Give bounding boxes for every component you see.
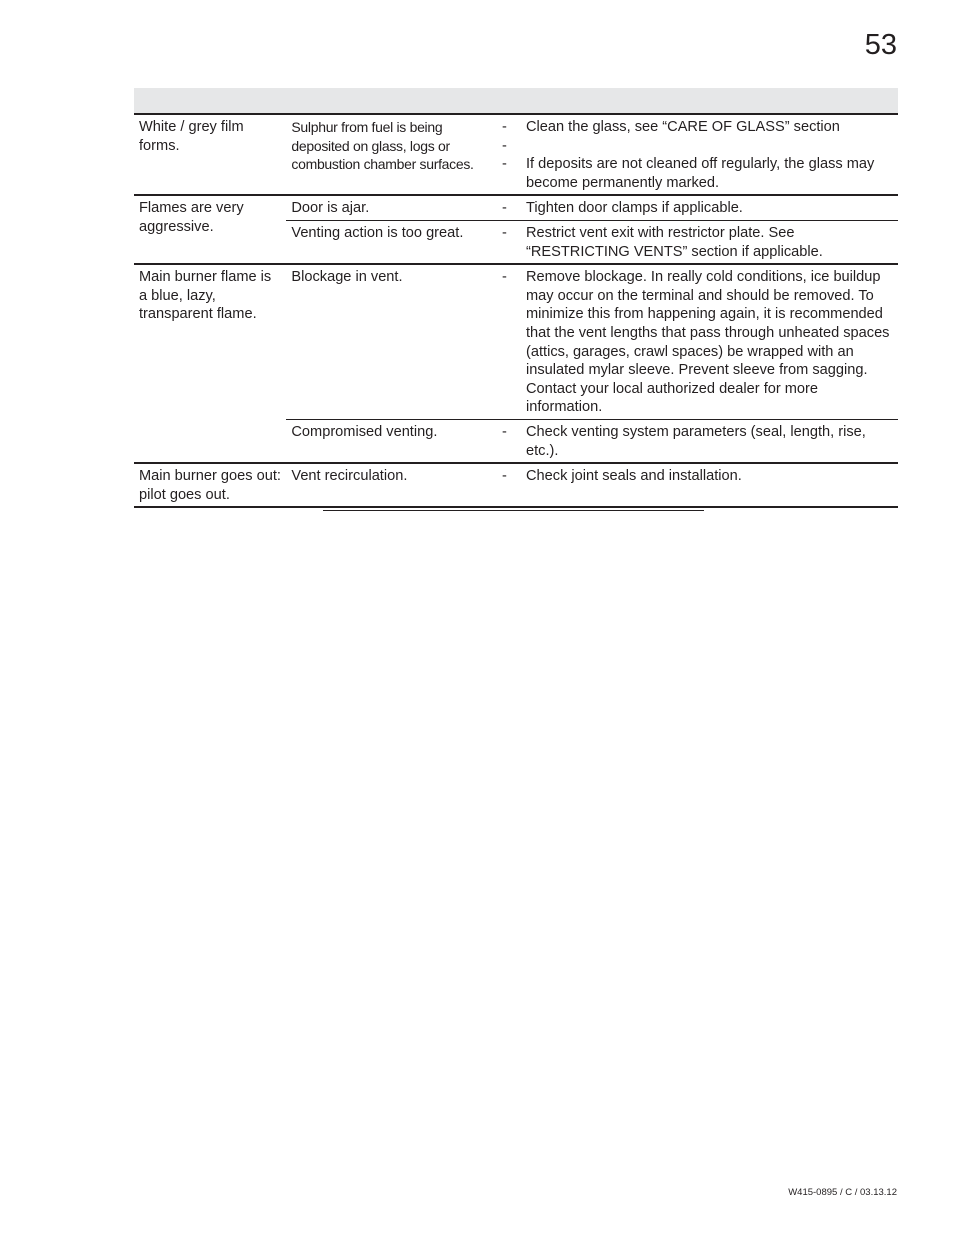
solution-cell: Check venting system parameters (seal, length, rise, etc.). bbox=[521, 419, 898, 463]
table-header-bar bbox=[134, 88, 898, 115]
dash-cell: - bbox=[497, 220, 521, 264]
table-row bbox=[134, 463, 898, 507]
dash-marker: - bbox=[501, 119, 507, 135]
dash-cell bbox=[497, 115, 521, 195]
cause-cell: Door is ajar. bbox=[286, 195, 497, 220]
symptom-cell: Main burner flame is a blue, lazy, transparent flame. bbox=[134, 264, 286, 463]
document-code: W415-0895 / C / 03.13.12 bbox=[788, 1187, 897, 1198]
table-row bbox=[134, 195, 898, 220]
dash-cell: - bbox=[497, 419, 521, 463]
solution-cell: Restrict vent exit with restrictor plate. See “RESTRICTING VENTS” section if applicable. bbox=[521, 220, 898, 264]
cause-cell: Blockage in vent. bbox=[286, 264, 497, 419]
symptom-cell: Flames are very aggressive. bbox=[134, 195, 286, 264]
symptom-cell: Main burner goes out: pilot goes out. bbox=[134, 463, 286, 507]
dash-marker: - bbox=[501, 156, 507, 173]
solution-cell: Tighten door clamps if applicable. bbox=[521, 195, 898, 220]
cause-cell: Venting action is too great. bbox=[286, 220, 497, 264]
solution-cell: Remove blockage. In really cold conditions, ice buildup may occur on the terminal and should be removed. To minimize this from happening again, it is recommended that the vent lengths that pass through unheated spaces (attics, garages, crawl spaces) be wrapped with an insulated mylar sleeve. Prevent sleeve from sagging. Contact your local authorized dealer for more information. bbox=[521, 264, 898, 419]
solution-text: Clean the glass, see “CARE OF GLASS” section bbox=[526, 119, 840, 135]
solution-text: If deposits are not cleaned off regularly, the glass may become permanently marked. bbox=[526, 156, 875, 191]
table-row bbox=[134, 264, 898, 419]
solution-cell: Check joint seals and installation. bbox=[521, 463, 898, 507]
dash-marker: - bbox=[501, 137, 507, 154]
table-row bbox=[134, 115, 898, 195]
solution-cell bbox=[521, 115, 898, 195]
cause-cell: Compromised venting. bbox=[286, 419, 497, 463]
dash-cell: - bbox=[497, 195, 521, 220]
symptom-cell: White / grey film forms. bbox=[134, 115, 286, 195]
cause-cell: Vent recirculation. bbox=[286, 463, 497, 507]
dash-cell: - bbox=[497, 463, 521, 507]
bottom-rule-divider bbox=[323, 510, 704, 511]
dash-cell: - bbox=[497, 264, 521, 419]
page-number: 53 bbox=[864, 29, 897, 61]
cause-cell: Sulphur from fuel is being deposited on glass, logs or combustion chamber surfaces. bbox=[286, 115, 497, 195]
troubleshooting-table bbox=[134, 115, 898, 508]
